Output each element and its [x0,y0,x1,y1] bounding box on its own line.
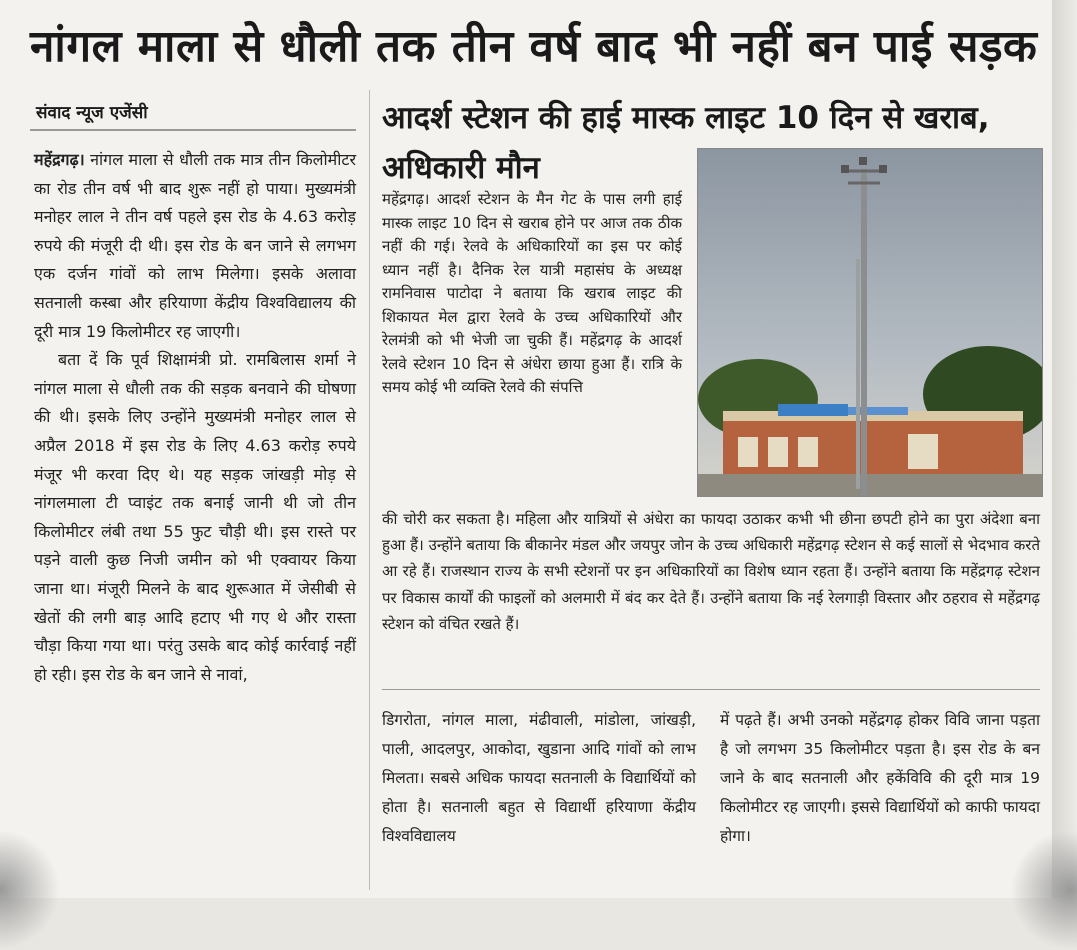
left-para-2: बता दें कि पूर्व शिक्षामंत्री प्रो. रामबिलास शर्मा ने नांगल माला से धौली तक की सड़क बनवाने की घोषणा की थी। इसके लिए उन्होंने मुख्यमंत्री मनोहर लाल से अप्रैल 2018 में इस रोड के लिए 4.63 करोड़ रुपये मंजूर भी करवा दिए थे। यह सड़क जांखड़ी मोड़ से नांगलमाला टी प्वाइंट तक बनाई जानी थी जो तीन किलोमीटर लंबी तथा 55 फुट चौड़ी थी। इस रास्ते पर पड़ने वाली कुछ निजी जमीन को भी एक्वायर किया जाना था। मंजूरी मिलने के बाद शुरूआत में जेसीबी से खेतों की लगी बाड़ आदि हटाए भी गए थे और रास्ता चौड़ा किया गया था। परंतु उसके बाद कोई कार्रवाई नहीं हो रही। इस रोड के बन जाने से नावां, [34,350,356,684]
page-edge [1052,0,1077,898]
second-story-narrow-text: महेंद्रगढ़। आदर्श स्टेशन के मैन गेट के पास लगी हाई मास्क लाइट 10 दिन से खराब होने पर आज तक ठीक नहीं की गई। रेलवे के अधिकारियों का इस पर कोई ध्यान नहीं है। दैनिक रेल यात्री महासंघ के अध्यक्ष रामनिवास पाटोदा ने बताया कि खराब लाइट की शिकायत मेल द्वारा रेलवे के उच्च अधिकारियों और रेलमंत्री को भी भेजी जा चुकी हैं। महेंद्रगढ़ के आदर्श रेलवे स्टेशन 10 दिन से अंधेरा छाया हुआ हैं। रात्रि के समय कोई भी व्यक्ति रेलवे की संपत्ति [382,190,682,396]
dateline: महेंद्रगढ़। [34,150,85,169]
second-story-headline: आदर्श स्टेशन की हाई मास्क लाइट 10 दिन से खराब, अधिकारी मौन [382,100,990,186]
station-photo [697,148,1043,497]
second-story-wide-text: की चोरी कर सकता है। महिला और यात्रियों से अंधेरा का फायदा उठाकर कभी भी छीना छपटी होने का पुरा अंदेशा बना हुआ हैं। उन्होंने बताया कि बीकानेर मंडल और जयपुर जोन के उच्च अधिकारी महेंद्रगढ़ स्टेशन से कई सालों से भेदभाव करते आ रहे हैं। राजस्थान राज्य के सभी स्टेशनों पर इन अधिकारियों का विशेष ध्यान रहता हैं। उन्होंने बताया कि महेंद्रगढ़ स्टेशन पर विकास कार्यों की फाइलों को अलमारी में बंद कर देते हैं। उन्होंने बताया कि नई रेलगाड़ी विस्तार और ठहराव से महेंद्रगढ़ स्टेशन को वंचित रखते हैं। [382,510,1040,633]
agency-divider [30,129,356,131]
column-divider [369,90,370,890]
bottom-section-divider [382,689,1040,690]
left-column-text [34,146,356,689]
left-para-1: नांगल माला से धौली तक मात्र तीन किलोमीटर का रोड तीन वर्ष भी बाद शुरू नहीं हो पाया। मुख्यमंत्री मनोहर लाल ने तीन वर्ष पहले इस रोड के 4.63 करोड़ रुपये की मंजूरी दी थी। इस रोड के बन जाने से लगभग एक दर्जन गांवों को लाभ मिलेगा। इसके अलावा सतनाली कस्बा और हरियाणा केंद्रीय विश्वविद्यालय की दूरी मात्र 19 किलोमीटर रह जाएगी। [34,150,356,341]
agency-byline: संवाद न्यूज एजेंसी [36,103,148,123]
main-headline: नांगल माला से धौली तक तीन वर्ष बाद भी नहीं बन पाई सड़क [30,21,1038,72]
bottom-column-2: में पढ़ते हैं। अभी उनको महेंद्रगढ़ होकर विवि जाना पड़ता है जो लगभग 35 किलोमीटर पड़ता है। इस रोड के बन जाने के बाद सतनाली और हकेंविवि की दूरी मात्र 19 किलोमीटर रह जाएगी। इससे विद्यार्थियों को काफी फायदा होगा। [720,711,1040,845]
bottom-column-1: डिगरोता, नांगल माला, मंढीवाली, मांडोला, जांखड़ी, पाली, आदलपुर, आकोदा, खुडाना आदि गांवों को लाभ मिलता। सबसे अधिक फायदा सतनाली के विद्यार्थियों को होता है। सतनाली बहुत से विद्यार्थी हरियाणा केंद्रीय विश्वविद्यालय [382,711,696,845]
